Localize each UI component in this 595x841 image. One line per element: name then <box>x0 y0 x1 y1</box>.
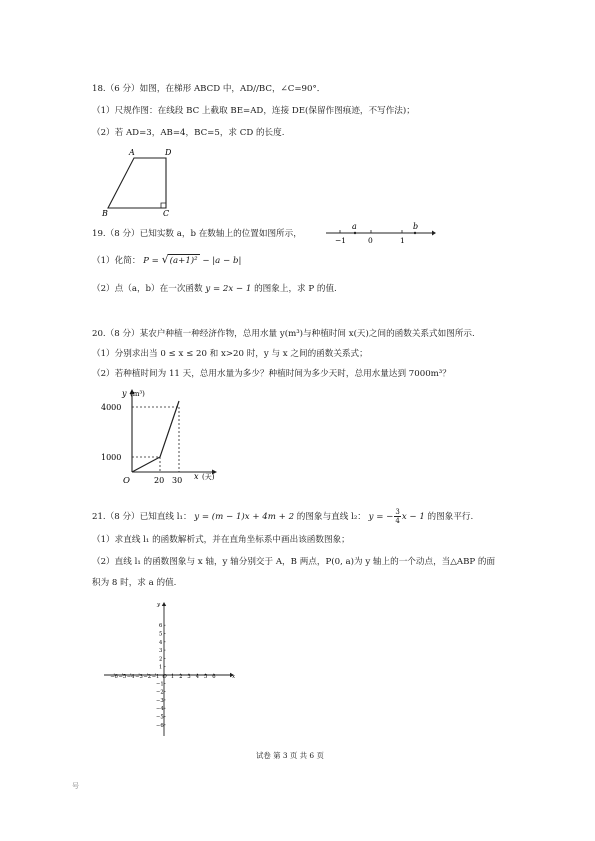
x-tick-label: 4 <box>195 674 200 680</box>
q21-stem-l1: y = (m − 1)x + 4m + 2 <box>194 512 295 522</box>
q20-water-graph <box>100 386 240 494</box>
origin-label: O <box>123 476 130 486</box>
q19-formula-p: P = <box>143 256 159 266</box>
x-tick-label: −2 <box>143 674 152 680</box>
q19-number-line <box>322 220 437 246</box>
q19-stem: 19.（8 分）已知实数 a，b 在数轴上的位置如图所示， <box>92 229 302 239</box>
y-axis-arrow-icon <box>162 602 166 606</box>
fraction-numerator: 3 <box>395 508 400 516</box>
q19-part2-suffix: 的图象上，求 P 的值. <box>254 284 337 294</box>
water-usage-line <box>132 401 179 472</box>
q21-coordinate-grid <box>100 598 240 738</box>
q18-trapezoid-figure <box>98 145 188 220</box>
y-tick-label: 6 <box>159 623 163 630</box>
label-c: C <box>163 209 170 218</box>
x-tick-label: 5 <box>204 674 208 680</box>
q20-stem: 20.（8 分）某农户种植一种经济作物，总用水量 y(m³)与种植时间 x(天)之间的函数关系式如图所示. <box>92 329 475 339</box>
tick-1: 1 <box>400 236 405 245</box>
q18-part2: （2）若 AD=3，AB=4，BC=5，求 CD 的长度. <box>92 128 285 138</box>
right-angle-mark <box>161 203 166 208</box>
y-tick-label: −4 <box>156 706 164 713</box>
y-tick-label: 1 <box>159 664 163 671</box>
label-a: A <box>129 148 135 157</box>
q20-part2: （2）若种植时间为 11 天，总用水量为多少？种植时间为多少天时，总用水量达到 7000m³？ <box>92 369 451 379</box>
point-b-label: b <box>413 222 419 231</box>
label-b: B <box>102 209 108 218</box>
q21-part2-line1: （2）直线 l₁ 的函数图象与 x 轴，y 轴分别交于 A，B 两点，P(0, a)为 y 轴上的一个动点，当△ABP 的面 <box>92 557 496 567</box>
q21-stem-l2-post: x − 1 <box>401 512 425 522</box>
q19-formula-rest: − |a − b| <box>202 256 242 266</box>
q21-fraction <box>394 508 400 525</box>
margin-mark: 号 <box>72 782 79 790</box>
q20-part1: （1）分别求出当 0 ≤ x ≤ 20 和 x>20 时，y 与 x 之间的函数关系式； <box>92 349 368 359</box>
y-tick-label: −3 <box>156 697 164 704</box>
q21-stem-suffix: 的图象平行. <box>427 512 474 522</box>
x-tick-30: 30 <box>172 476 183 485</box>
x-label: x <box>194 472 199 481</box>
q19-part1-prefix: （1）化简： <box>92 256 141 266</box>
q19-part2-prefix: （2）点（a，b）在一次函数 <box>92 284 203 294</box>
x-tick-label: 2 <box>179 674 183 680</box>
point-a-label: a <box>352 222 357 231</box>
y-tick-label: −5 <box>156 714 164 721</box>
x-tick-label: −3 <box>135 674 143 680</box>
q18-stem: 18.（6 分）如图，在梯形 ABCD 中，AD//BC，∠C=90°． <box>92 84 326 94</box>
y-tick-label: 2 <box>159 656 163 663</box>
y-tick-label: −1 <box>156 681 164 688</box>
fraction-denominator: 4 <box>395 517 400 525</box>
x-tick-label: −1 <box>151 674 160 680</box>
x-tick-label: −4 <box>126 674 135 680</box>
q21-part1: （1）求直线 l₁ 的函数解析式，并在直角坐标系中画出该函数图象； <box>92 535 350 545</box>
q21-part2-line2: 积为 8 时，求 a 的值. <box>92 578 177 588</box>
trapezoid-abcd <box>108 158 166 208</box>
label-d: D <box>165 148 172 157</box>
q19-part2-function: y = 2x − 1 <box>205 284 252 294</box>
q18-part1: （1）尺规作图：在线段 BC 上截取 BE=AD，连接 DE(保留作图痕迹，不写作法)； <box>92 106 415 116</box>
q21-stem-mid: 的图象与直线 l₂： <box>296 512 366 522</box>
q19-part2 <box>92 283 337 295</box>
tick-0: 0 <box>368 236 373 245</box>
q19-formula-sqrt: (a+1)² <box>169 256 198 266</box>
y-tick-1000: 1000 <box>101 453 122 462</box>
y-tick-4000: 4000 <box>101 403 122 412</box>
tick-neg1: −1 <box>335 236 347 245</box>
x-tick-label: 1 <box>170 674 175 680</box>
x-tick-label: −5 <box>118 674 127 680</box>
y-tick-label: −2 <box>156 689 164 696</box>
q21-stem-prefix: 21.（8 分）已知直线 l₁： <box>92 512 192 522</box>
x-tick-label: 3 <box>187 674 191 680</box>
y-tick-label: 4 <box>159 639 163 646</box>
y-tick-label: −6 <box>156 722 164 729</box>
x-tick-20: 20 <box>154 476 165 485</box>
q21-stem <box>92 508 473 525</box>
q21-stem-l2-pre: y = − <box>368 512 394 522</box>
y-tick-label: 3 <box>159 648 163 655</box>
x-tick-label: −6 <box>110 674 118 680</box>
x-tick-label: O <box>162 674 167 680</box>
sqrt-icon: √ <box>161 253 169 266</box>
y-tick-label: 5 <box>159 631 163 638</box>
q19-part1 <box>92 254 241 267</box>
y-unit: (m³) <box>130 390 145 398</box>
y-axis-label: y <box>157 602 161 608</box>
page-footer: 试卷 第 3 页 共 6 页 <box>256 751 324 760</box>
y-label: y <box>122 389 127 398</box>
x-tick-label: 6 <box>212 674 216 680</box>
x-axis-label: x <box>232 674 236 680</box>
x-unit: (天) <box>202 473 215 481</box>
